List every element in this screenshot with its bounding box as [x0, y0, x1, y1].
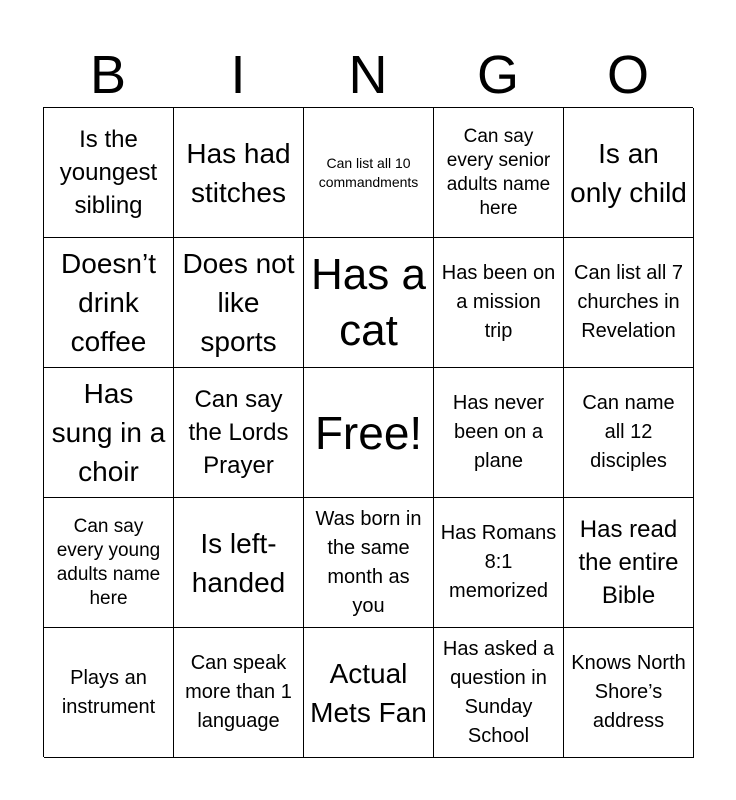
cell-text: Can list all 10 commandments [318, 154, 419, 190]
cell-text: Can say the Lords Prayer [188, 386, 289, 479]
bingo-cell-r5c2[interactable] [174, 628, 304, 758]
cell-text: Was born in the same month as you [315, 507, 422, 617]
cell-text: Is an only child [570, 137, 687, 208]
header-letter-i: I [230, 45, 246, 105]
bingo-cell-r1c4[interactable] [434, 108, 564, 238]
cell-text: Can list all 7 churches in Revelation [574, 262, 683, 342]
cell-text: Can say every young adults name here [56, 515, 161, 609]
cell-text: Has read the entire Bible [578, 516, 679, 609]
cell-text: Has never been on a plane [452, 392, 545, 472]
header-letter-o: O [606, 45, 649, 105]
bingo-cell-r2c3[interactable] [304, 238, 434, 368]
bingo-cell-r4c1[interactable] [44, 498, 174, 628]
cell-text: Has been on a mission trip [441, 262, 556, 342]
bingo-cell-r3c1[interactable] [44, 368, 174, 498]
bingo-cell-r2c5[interactable] [564, 238, 694, 368]
cell-text: Is left-handed [191, 527, 286, 598]
bingo-board [43, 107, 693, 757]
cell-text: Doesn’t drink coffee [61, 248, 156, 357]
bingo-cell-r1c5[interactable] [564, 108, 694, 238]
cell-text: Does not like sports [182, 248, 295, 357]
header-letter-g: G [476, 45, 519, 105]
bingo-cell-r3c4[interactable] [434, 368, 564, 498]
bingo-cell-r1c1[interactable] [44, 108, 174, 238]
bingo-cell-r3c2[interactable] [174, 368, 304, 498]
bingo-cell-r5c1[interactable] [44, 628, 174, 758]
free-space-label: Free! [314, 406, 423, 459]
cell-text: Has a cat [311, 249, 426, 355]
cell-text: Can name all 12 disciples [582, 392, 675, 472]
bingo-cell-r5c3[interactable] [304, 628, 434, 758]
bingo-cell-r5c5[interactable] [564, 628, 694, 758]
bingo-cell-r2c1[interactable] [44, 238, 174, 368]
cell-text: Has Romans 8:1 memorized [440, 522, 557, 602]
header-letter-b: B [89, 45, 127, 105]
cell-text: Has asked a question in Sunday School [442, 637, 555, 747]
bingo-cell-r4c3[interactable] [304, 498, 434, 628]
cell-text: Knows North Shore’s address [571, 652, 686, 732]
cell-text: Can speak more than 1 language [185, 652, 292, 732]
bingo-cell-r4c5[interactable] [564, 498, 694, 628]
header-letter-n: N [348, 45, 388, 105]
bingo-cell-r2c4[interactable] [434, 238, 564, 368]
cell-text: Can say every senior adults name here [446, 125, 551, 219]
bingo-cell-r1c3[interactable] [304, 108, 434, 238]
cell-text: Has had stitches [186, 137, 291, 208]
bingo-cell-r5c4[interactable] [434, 628, 564, 758]
cell-text: Is the youngest sibling [59, 126, 158, 219]
free-space[interactable] [304, 368, 434, 498]
bingo-cell-r4c2[interactable] [174, 498, 304, 628]
bingo-cell-r4c4[interactable] [434, 498, 564, 628]
bingo-cell-r1c2[interactable] [174, 108, 304, 238]
cell-text: Plays an instrument [61, 666, 156, 718]
cell-text: Actual Mets Fan [310, 657, 427, 728]
bingo-cell-r2c2[interactable] [174, 238, 304, 368]
bingo-cell-r3c5[interactable] [564, 368, 694, 498]
bingo-header [43, 44, 693, 106]
cell-text: Has sung in a choir [51, 378, 166, 487]
